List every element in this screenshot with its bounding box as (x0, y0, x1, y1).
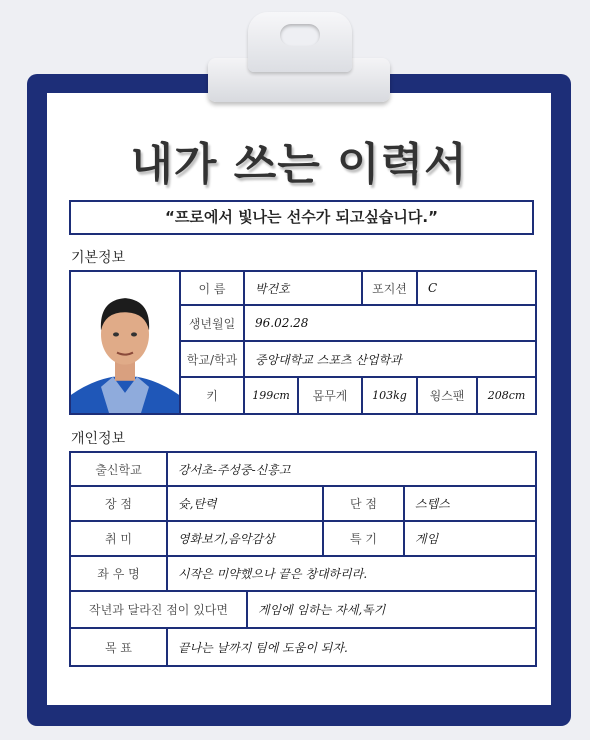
motto-box: “프로에서 빛나는 선수가 되고싶습니다.” (69, 200, 534, 235)
change-value: 게임에 임하는 자세,독기 (247, 591, 536, 628)
weakness-label: 단 점 (323, 486, 404, 521)
wingspan-label: 윙스팬 (417, 377, 477, 414)
player-photo (70, 271, 180, 414)
page-title: 내가 쓰는 이력서 (130, 139, 468, 190)
height-value: 199cm (244, 377, 298, 414)
talent-label: 특 기 (323, 521, 404, 556)
hobby-label: 취 미 (70, 521, 167, 556)
change-label: 작년과 달라진 점이 있다면 (70, 591, 247, 628)
weight-value: 103kg (362, 377, 417, 414)
strength-label: 장 점 (70, 486, 167, 521)
personal-info-table (69, 451, 537, 667)
name-value: 박건호 (244, 271, 362, 305)
goal-label: 목 표 (70, 628, 167, 666)
talent-value: 게임 (404, 521, 536, 556)
alma-label: 출신학교 (70, 452, 167, 486)
school-label: 학교/학과 (180, 341, 244, 377)
alma-value: 강서초-주성중-신흥고 (167, 452, 536, 486)
school-value: 중앙대학교 스포츠 산업학과 (244, 341, 536, 377)
height-label: 키 (180, 377, 244, 414)
wingspan-value: 208cm (477, 377, 536, 414)
birth-value: 96.02.28 (244, 305, 536, 341)
goal-value: 끝나는 날까지 팀에 도움이 되자. (167, 628, 536, 666)
life-motto-value: 시작은 미약했으나 끝은 창대하리라. (167, 556, 536, 591)
personal-info-label: 개인정보 (71, 431, 126, 447)
player-photo-icon (71, 272, 179, 413)
hobby-value: 영화보기,음악감상 (167, 521, 323, 556)
weakness-value: 스텝스 (404, 486, 536, 521)
life-motto-label: 좌 우 명 (70, 556, 167, 591)
position-label: 포지션 (362, 271, 417, 305)
basic-info-label: 기본정보 (71, 250, 126, 266)
name-label: 이 름 (180, 271, 244, 305)
basic-info-table (69, 270, 537, 415)
clipboard-clip-hole (280, 24, 320, 46)
position-value: C (417, 271, 536, 305)
birth-label: 생년월일 (180, 305, 244, 341)
strength-value: 슛,탄력 (167, 486, 323, 521)
weight-label: 몸무게 (298, 377, 362, 414)
